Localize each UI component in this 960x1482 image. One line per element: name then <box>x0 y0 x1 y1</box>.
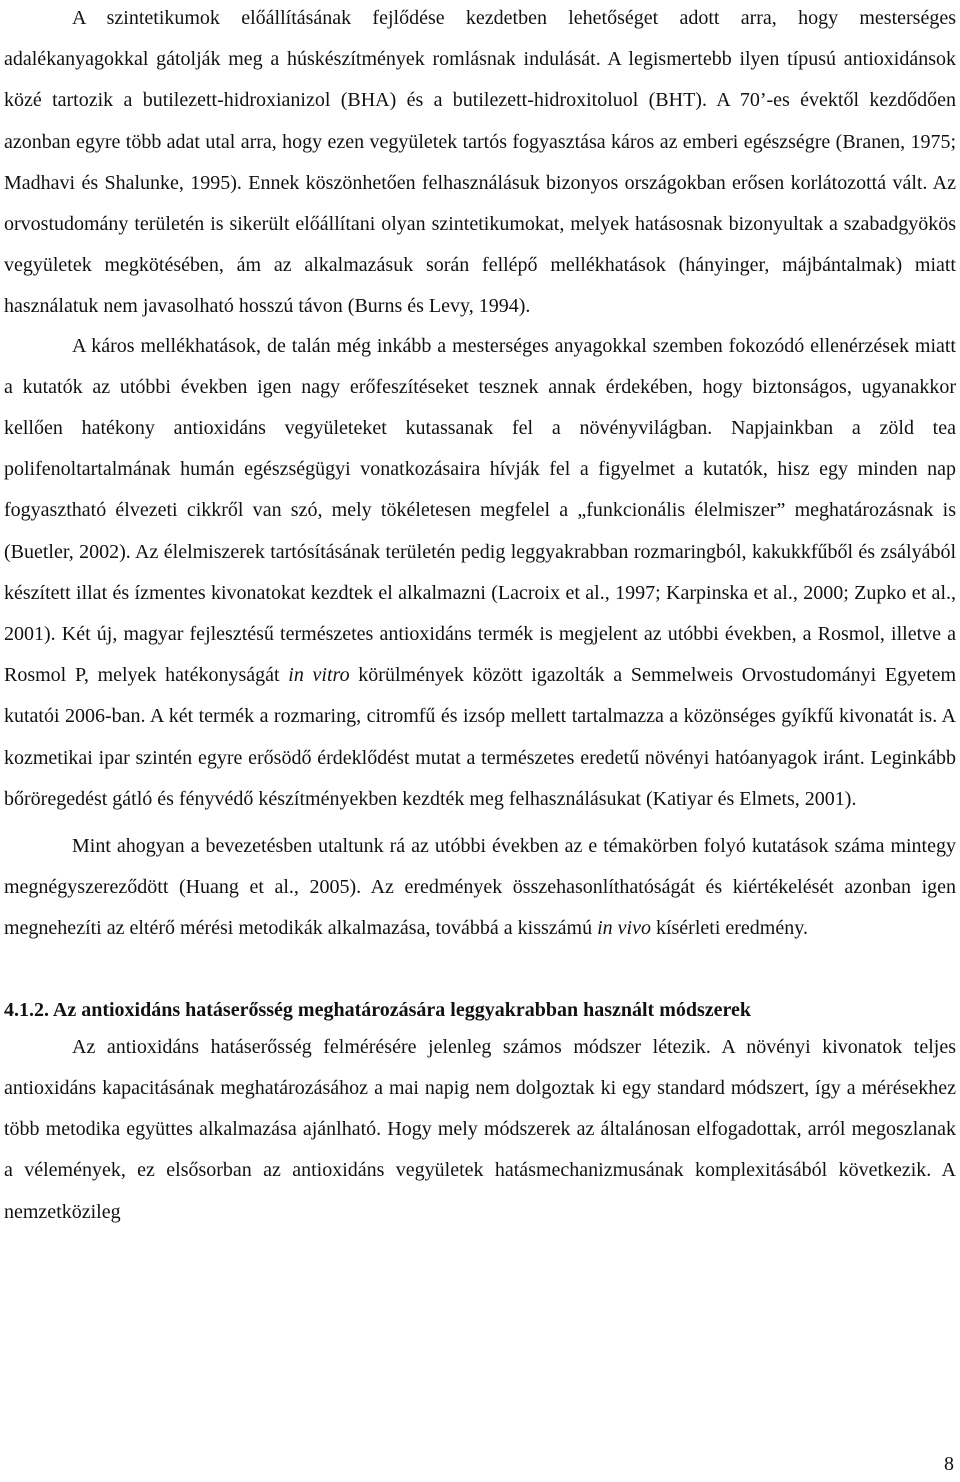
paragraph-text: kísérleti eredmény. <box>650 917 808 940</box>
italic-term-in-vitro: in vitro <box>288 664 350 687</box>
section-heading: 4.1.2. Az antioxidáns hatáserősség meghatározására leggyakrabban használt módszerek <box>4 998 752 1021</box>
page-number: 8 <box>944 1453 954 1475</box>
document-page <box>4 0 956 1233</box>
paragraph-synthetic-antioxidants <box>4 0 956 328</box>
paragraph-text: A káros mellékhatások, de talán még inkább a mesterséges anyagokkal szemben fokozódó ellenérzések miatt a kutatók az utóbbi években igen nagy erőfeszítéseket tesznek annak érdekében, hogy biztonságos, ugyanakkor kellően hatékony antioxidáns vegyületeket kutassanak fel a növényvilágban. Napjainkban a zöld tea polifenoltartalmának humán egészségügyi vonatkozásaira hívják fel a figyelmet a kutatók, hisz egy minden nap fogyasztható élvezeti cikkről van szó, mely tökéletesen megfelel a „funkcionális élelmiszer” meghatározásnak is (Buetler, 2002). Az élelmiszerek tartósításának területén pedig leggyakrabban rozmaringból, kakukkfűből és zsályából készített illat és ízmentes kivonatokat kezdtek el alkalmazni (Lacroix et al., 1997; Karpinska et al., 2000; Zupko et al., 2001). Két új, magyar fejlesztésű természetes antioxidáns termék is megjelent az utóbbi években, a Rosmol, illetve a Rosmol P, melyek hatékonyságát <box>4 334 956 687</box>
italic-term-in-vivo: in vivo <box>597 917 651 940</box>
paragraph-research-volume <box>4 826 956 950</box>
paragraph-methods-intro: Az antioxidáns hatáserősség felmérésére jelenleg számos módszer létezik. A növényi kivonatok teljes antioxidáns kapacitásának meghatározásához a mai napig nem dolgoztak ki egy standard módszert, így a mérésekhez több metodika együttes alkalmazása ajánlható. Hogy mely módszerek az általánosan elfogadottak, arról megoszlanak a vélemények, ez elsősorban az antioxidáns vegyületek hatásmechanizmusának komplexitásából következik. A nemzetközileg <box>4 1035 956 1223</box>
paragraph-text: Mint ahogyan a bevezetésben utaltunk rá az utóbbi években az e témakörben folyó kutatások száma mintegy megnégyszereződött (Huang et al., 2005). Az eredmények összehasonlíthatóságát és kiértékelését azonban igen megnehezíti az eltérő mérési metodikák alkalmazása, továbbá a kisszámú <box>4 835 956 940</box>
paragraph-natural-antioxidants <box>4 326 956 820</box>
paragraph-text: A szintetikumok előállításának fejlődése kezdetben lehetőséget adott arra, hogy mesterséges adalékanyagokkal gátolják meg a húskészítmények romlásnak indulását. A legismertebb ilyen típusú antioxidánsok közé tartozik a butilezett-hidroxianizol (BHA) és a butilezett-hidroxitoluol (BHT). A 70’-es évektől kezdődően azonban egyre több adat utal arra, hogy ezen vegyületek tartós fogyasztása káros az emberi egészségre (Branen, 1975; Madhavi és Shalunke, 1995). Ennek köszönhetően felhasználásuk bizonyos országokban erősen korlátozottá vált. Az orvostudomány területén is sikerült előállítani olyan szintetikumokat, melyek hatásosnak bizonyultak a szabadgyökös vegyületek megkötésében, ám az alkalmazásuk során fellépő mellékhatások (hányinger, májbántalmak) miatt használatuk nem javasolható hosszú távon (Burns és Levy, 1994). <box>4 7 956 318</box>
paragraph-text: körülmények között igazolták a Semmelweis Orvostudományi Egyetem kutatói 2006-ban. A két termék a rozmaring, citromfű és izsóp mellett tartalmazza a közönséges gyíkfű kivonatát is. A kozmetikai ipar szintén egyre erősödő érdeklődést mutat a természetes eredetű növényi hatóanyagok iránt. Leginkább bőröregedést gátló és fényvédő készítményekben kezdték meg felhasználásukat (Katiyar és Elmets, 2001). <box>4 664 957 810</box>
